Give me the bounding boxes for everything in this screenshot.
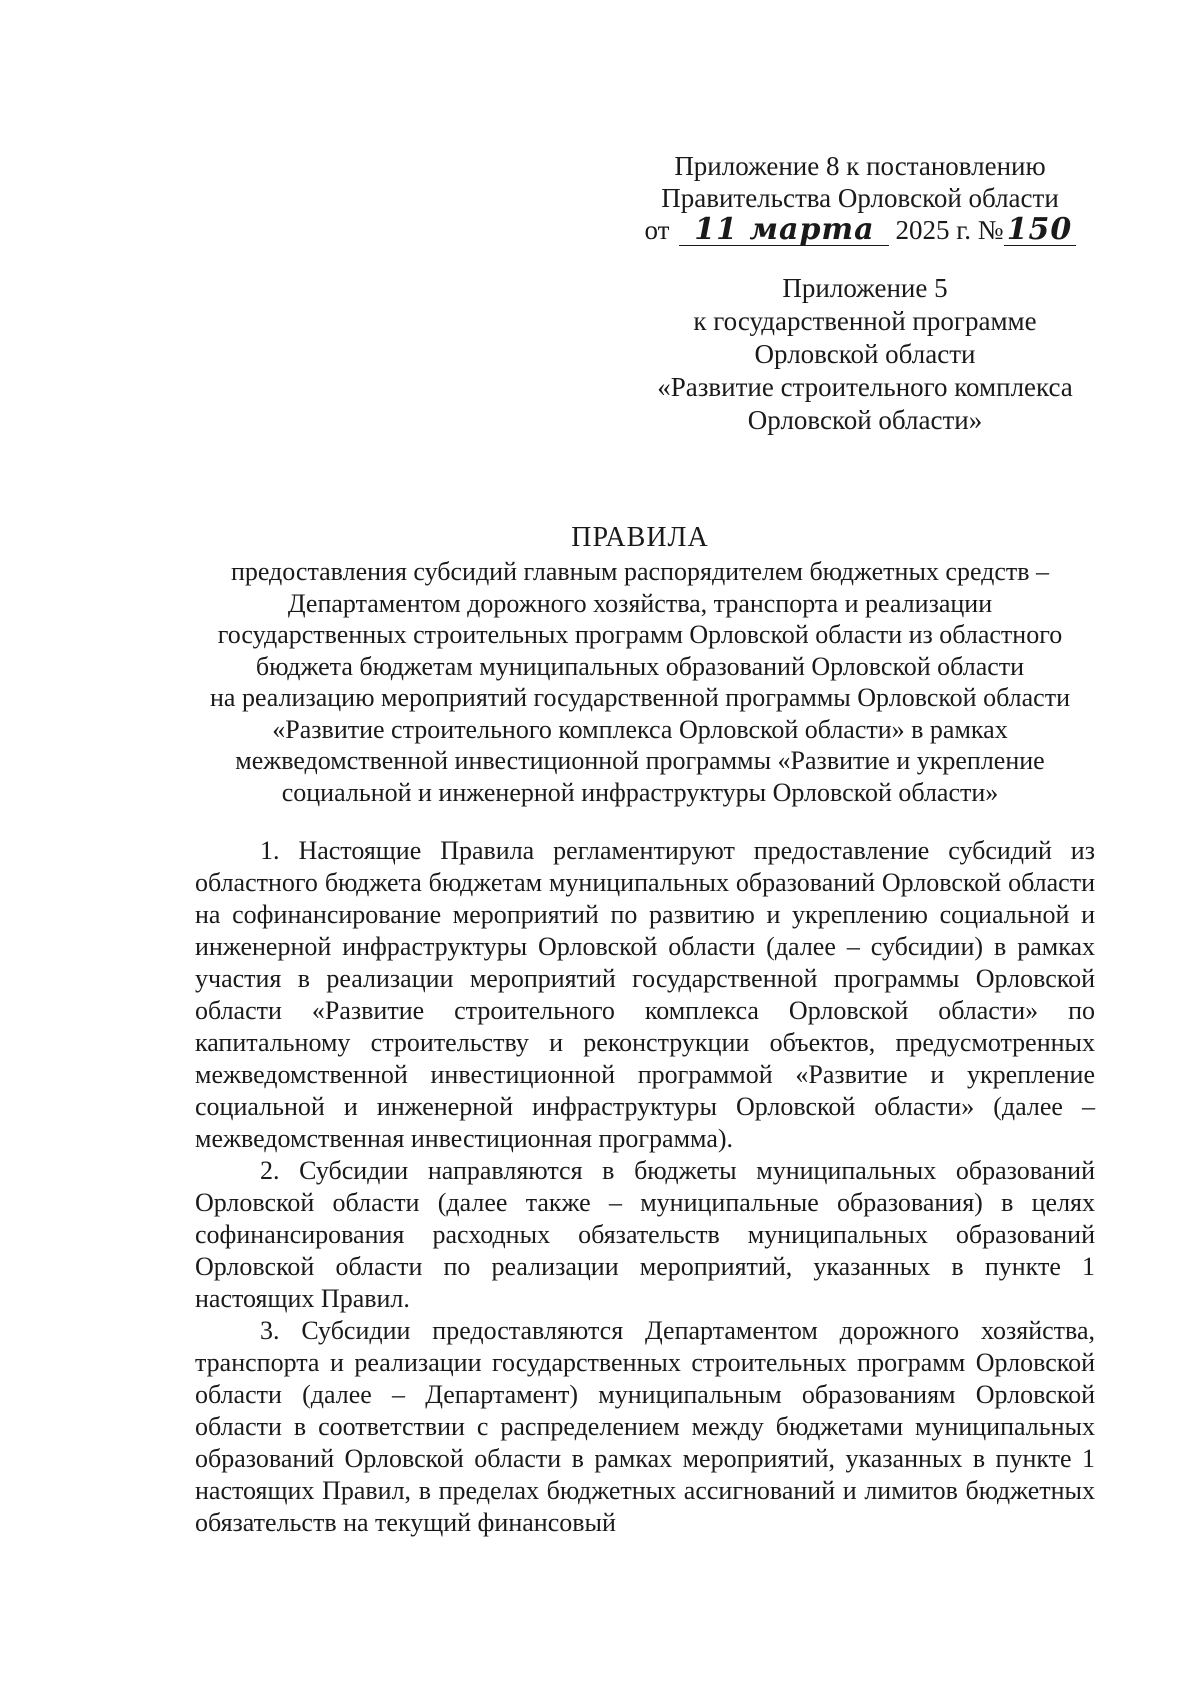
paragraph-3: 3. Субсидии предоставляются Департаментом дорожного хозяйства, транспорта и реализации государственных строительных программ Орловской области (далее – Департамент) муниципальным образованиям Орловской области в соответствии с распределением между бюджетами муниципальных образований Орловской области в рамках мероприятий, указанных в пункте 1 настоящих Правил, в пределах бюджетных ассигнований и лимитов бюджетных обязательств на текущий финансовый <box>195 1316 1095 1537</box>
subtitle-line: бюджета бюджетам муниципальных образований Орловской области <box>255 651 1025 681</box>
handwritten-number: 150 <box>1004 215 1076 246</box>
paragraph-2: 2. Субсидии направляются в бюджеты муниципальных образований Орловской области (далее также – муниципальные образования) в целях софинансирования расходных обязательств муниципальных образований Орловской области по реализации мероприятий, указанных в пункте 1 настоящих Правил. <box>195 1156 1095 1313</box>
appendix-block <box>630 272 1100 437</box>
subtitle-line: социальной и инженерной инфраструктуры Орловской области» <box>281 777 999 807</box>
subtitle-line: межведомственной инвестиционной программы «Развитие и укрепление <box>235 746 1045 775</box>
year-number-label: 2025 г. № <box>895 215 1004 245</box>
paragraph-1: 1. Настоящие Правила регламентируют предоставление субсидий из областного бюджета бюджетам муниципальных образований Орловской области на софинансирование мероприятий по развитию и укреплению социальной и инженерной инфраструктуры Орловской области (далее – субсидии) в рамках участия в реализации мероприятий государственной программы Орловской области «Развитие строительного комплекса Орловской области» по капитальному строительству и реконструкции объектов, предусмотренных межведомственной инвестиционной программой «Развитие и укрепление социальной и инженерной инфраструктуры Орловской области» (далее – межведомственная инвестиционная программа). <box>195 836 1095 1153</box>
handwritten-date: 11 марта <box>679 215 889 246</box>
subtitle-line: предоставления субсидий главным распорядителем бюджетных средств – <box>230 557 1050 586</box>
document-body <box>195 835 1095 1539</box>
date-prefix: от <box>644 215 670 245</box>
appendix-line: Орловской области» <box>747 405 983 435</box>
subtitle-line: Департаментом дорожного хозяйства, транспорта и реализации <box>287 588 993 618</box>
subtitle-line: «Развитие строительного комплекса Орловской области» в рамках <box>272 714 1008 744</box>
approval-block <box>640 150 1080 246</box>
appendix-line: «Развитие строительного комплекса <box>657 372 1073 402</box>
document-title: ПРАВИЛА <box>571 522 709 553</box>
appendix-line: Орловской области <box>754 339 976 369</box>
approval-line-1: Приложение 8 к постановлению <box>674 151 1046 181</box>
appendix-line: Приложение 5 <box>782 273 948 303</box>
subtitle-line: государственных строительных программ Орловской области из областного <box>217 620 1063 649</box>
document-heading <box>150 520 1130 808</box>
approval-date-line <box>640 214 1080 246</box>
appendix-line: к государственной программе <box>693 306 1037 336</box>
subtitle-line: на реализацию мероприятий государственной программы Орловской области <box>209 683 1070 712</box>
approval-line-2: Правительства Орловской области <box>661 183 1059 213</box>
